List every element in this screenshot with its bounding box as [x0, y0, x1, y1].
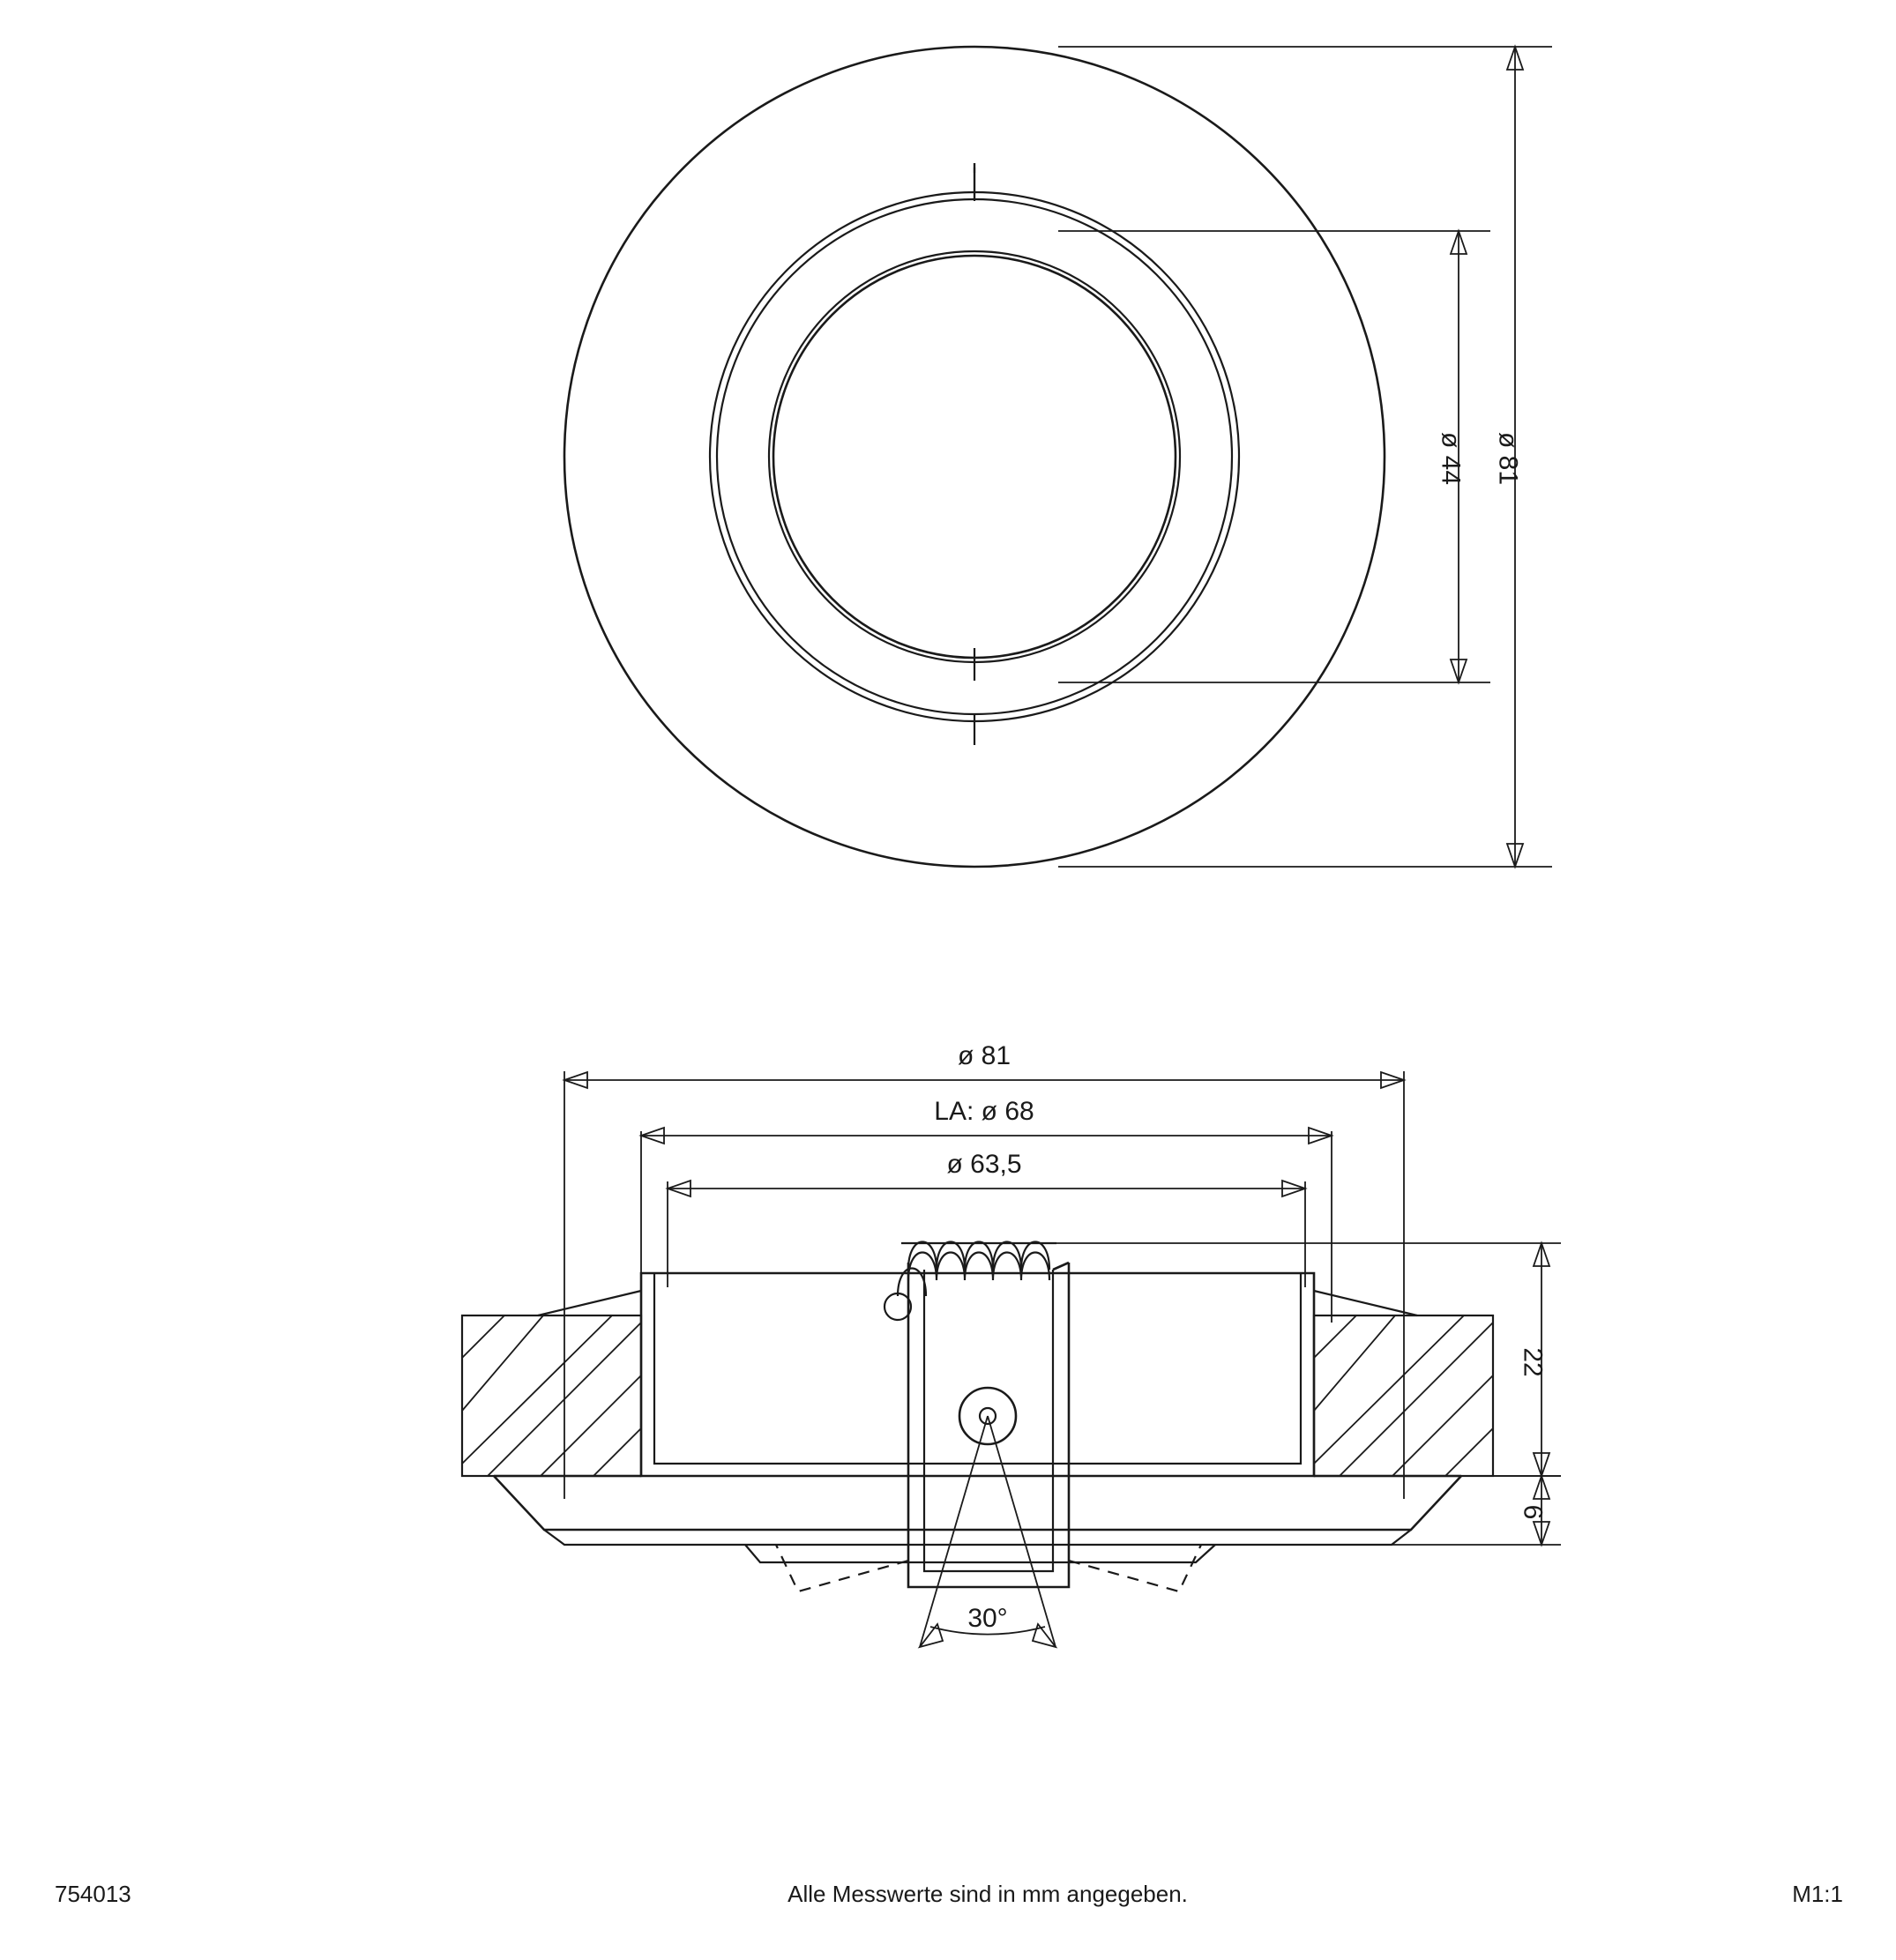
top-view-geometry [564, 47, 1385, 867]
top-view-dimensions [1058, 47, 1552, 867]
dim-label-recess-depth: 22 [1518, 1347, 1548, 1377]
section-view-geometry [462, 1242, 1493, 1648]
dim-label-flange-height: 6 [1518, 1504, 1548, 1520]
dim-label-body-diameter: ø 63,5 [946, 1150, 1022, 1179]
section-view-dimensions [564, 1071, 1561, 1545]
dim-label-tilt-angle: 30° [967, 1604, 1008, 1633]
dim-label-top-inner-diameter: ø 44 [1436, 431, 1466, 486]
dim-label-flange-diameter: ø 81 [957, 1041, 1011, 1070]
dim-label-cutout-diameter: LA: ø 68 [934, 1097, 1034, 1126]
part-number: 754013 [55, 1881, 131, 1907]
measurement-note: Alle Messwerte sind in mm angegeben. [788, 1881, 1188, 1907]
scale-label: M1:1 [1792, 1881, 1843, 1907]
dim-label-top-outer-diameter: ø 81 [1493, 431, 1523, 486]
